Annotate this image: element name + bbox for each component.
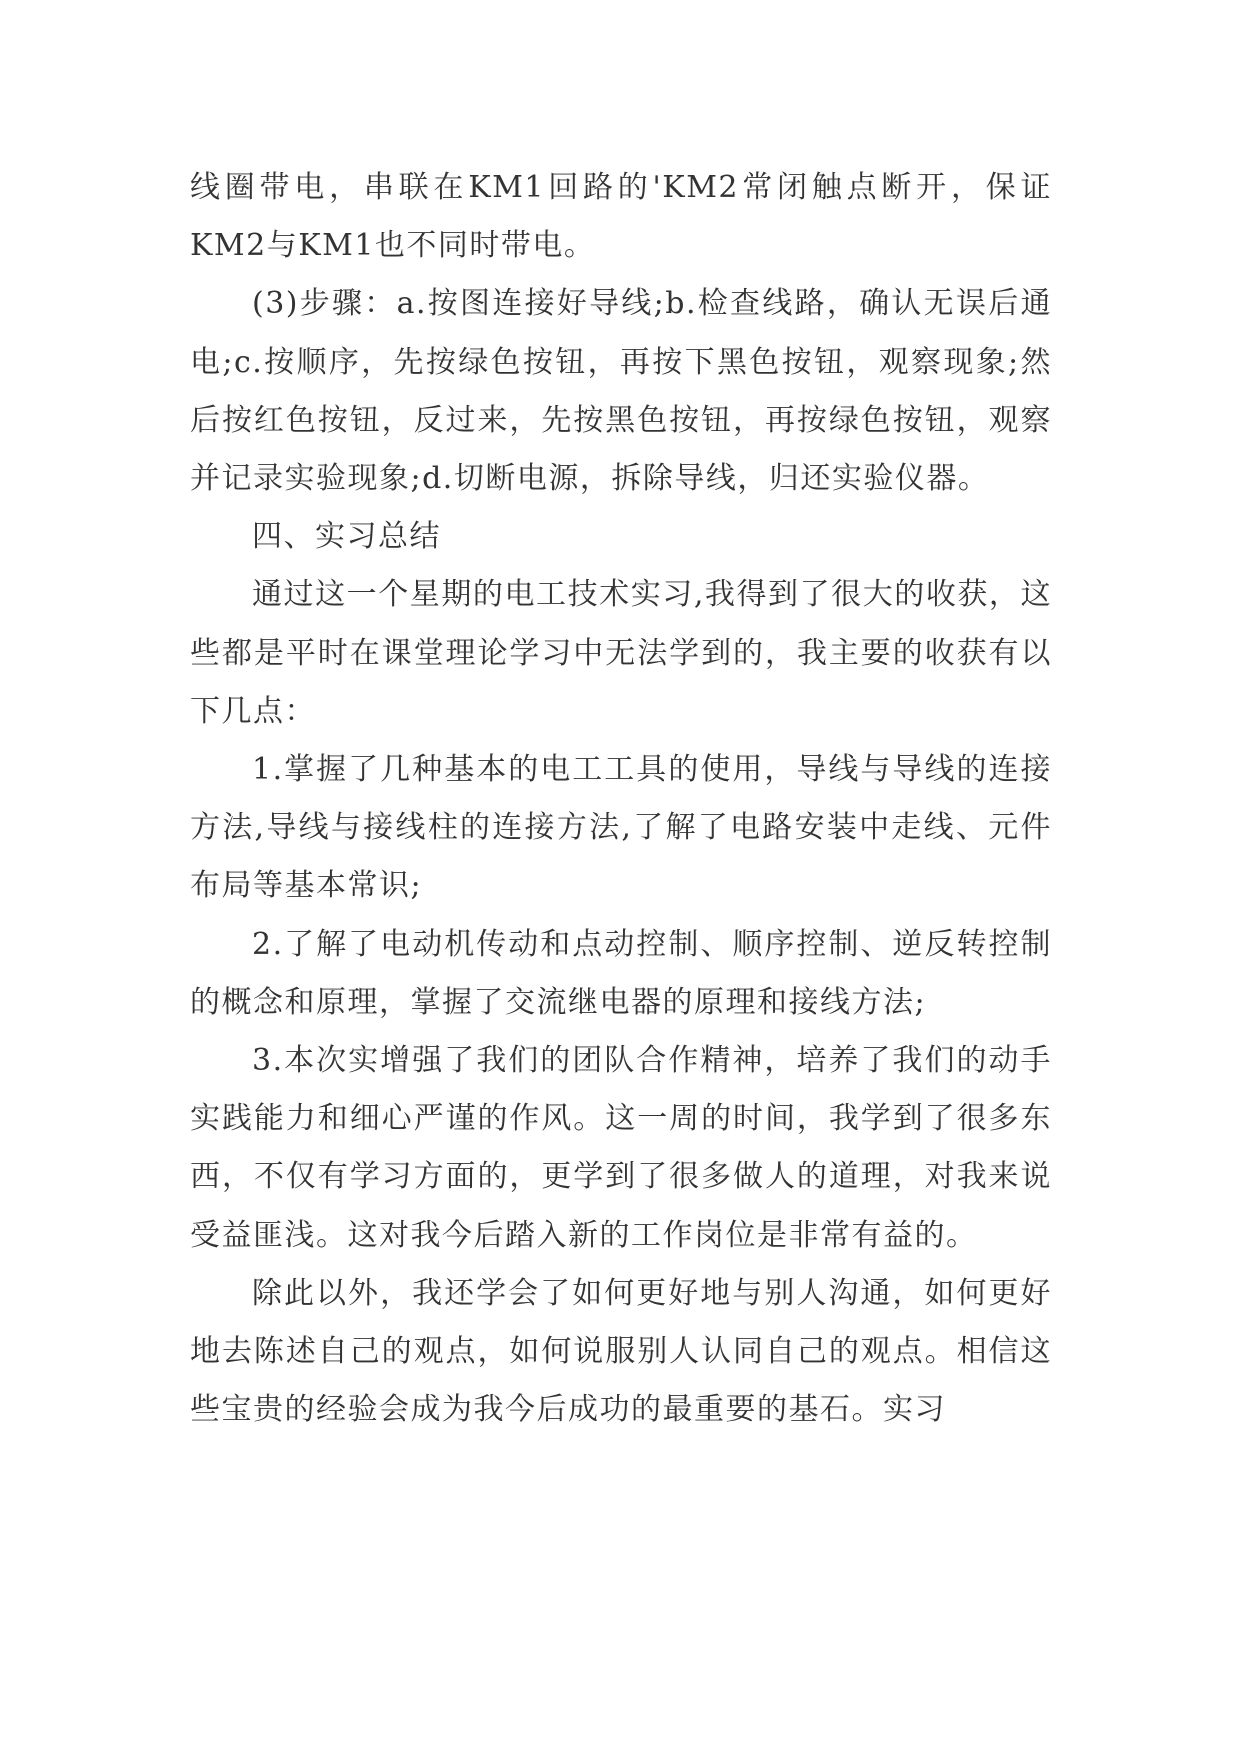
- document-body: [190, 159, 1052, 1439]
- paragraph: 除此以外，我还学会了如何更好地与别人沟通，如何更好地去陈述自己的观点，如何说服别人认同自己的观点。相信这些宝贵的经验会成为我今后成功的最重要的基石。实习: [190, 1275, 1052, 1428]
- list-item: 1.掌握了几种基本的电工工具的使用，导线与导线的连接方法,导线与接线柱的连接方法,了解了电路安装中走线、元件布局等基本常识;: [190, 752, 1052, 904]
- paragraph: 通过这一个星期的电工技术实习,我得到了很大的收获，这些都是平时在课堂理论学习中无法学到的，我主要的收获有以下几点：: [190, 577, 1052, 729]
- list-item: 2.了解了电动机传动和点动控制、顺序控制、逆反转控制的概念和原理，掌握了交流继电器的原理和接线方法;: [190, 926, 1052, 1020]
- paragraph: 线圈带电，串联在KM1回路的'KM2常闭触点断开，保证KM2与KM1也不同时带电。: [190, 170, 1052, 264]
- paragraph: (3)步骤：a.按图连接好导线;b.检查线路，确认无误后通电;c.按顺序，先按绿色按钮，再按下黑色按钮，观察现象;然后按红色按钮，反过来，先按黑色按钮，再按绿色按钮，观察并记录实验现象;d.切断电源，拆除导线，归还实验仪器。: [190, 286, 1052, 497]
- section-heading: 四、实习总结: [252, 519, 441, 555]
- list-item: 3.本次实增强了我们的团队合作精神，培养了我们的动手实践能力和细心严谨的作风。这一周的时间，我学到了很多东西，不仅有学习方面的，更学到了很多做人的道理，对我来说受益匪浅。这对我今后踏入新的工作岗位是非常有益的。: [190, 1043, 1052, 1253]
